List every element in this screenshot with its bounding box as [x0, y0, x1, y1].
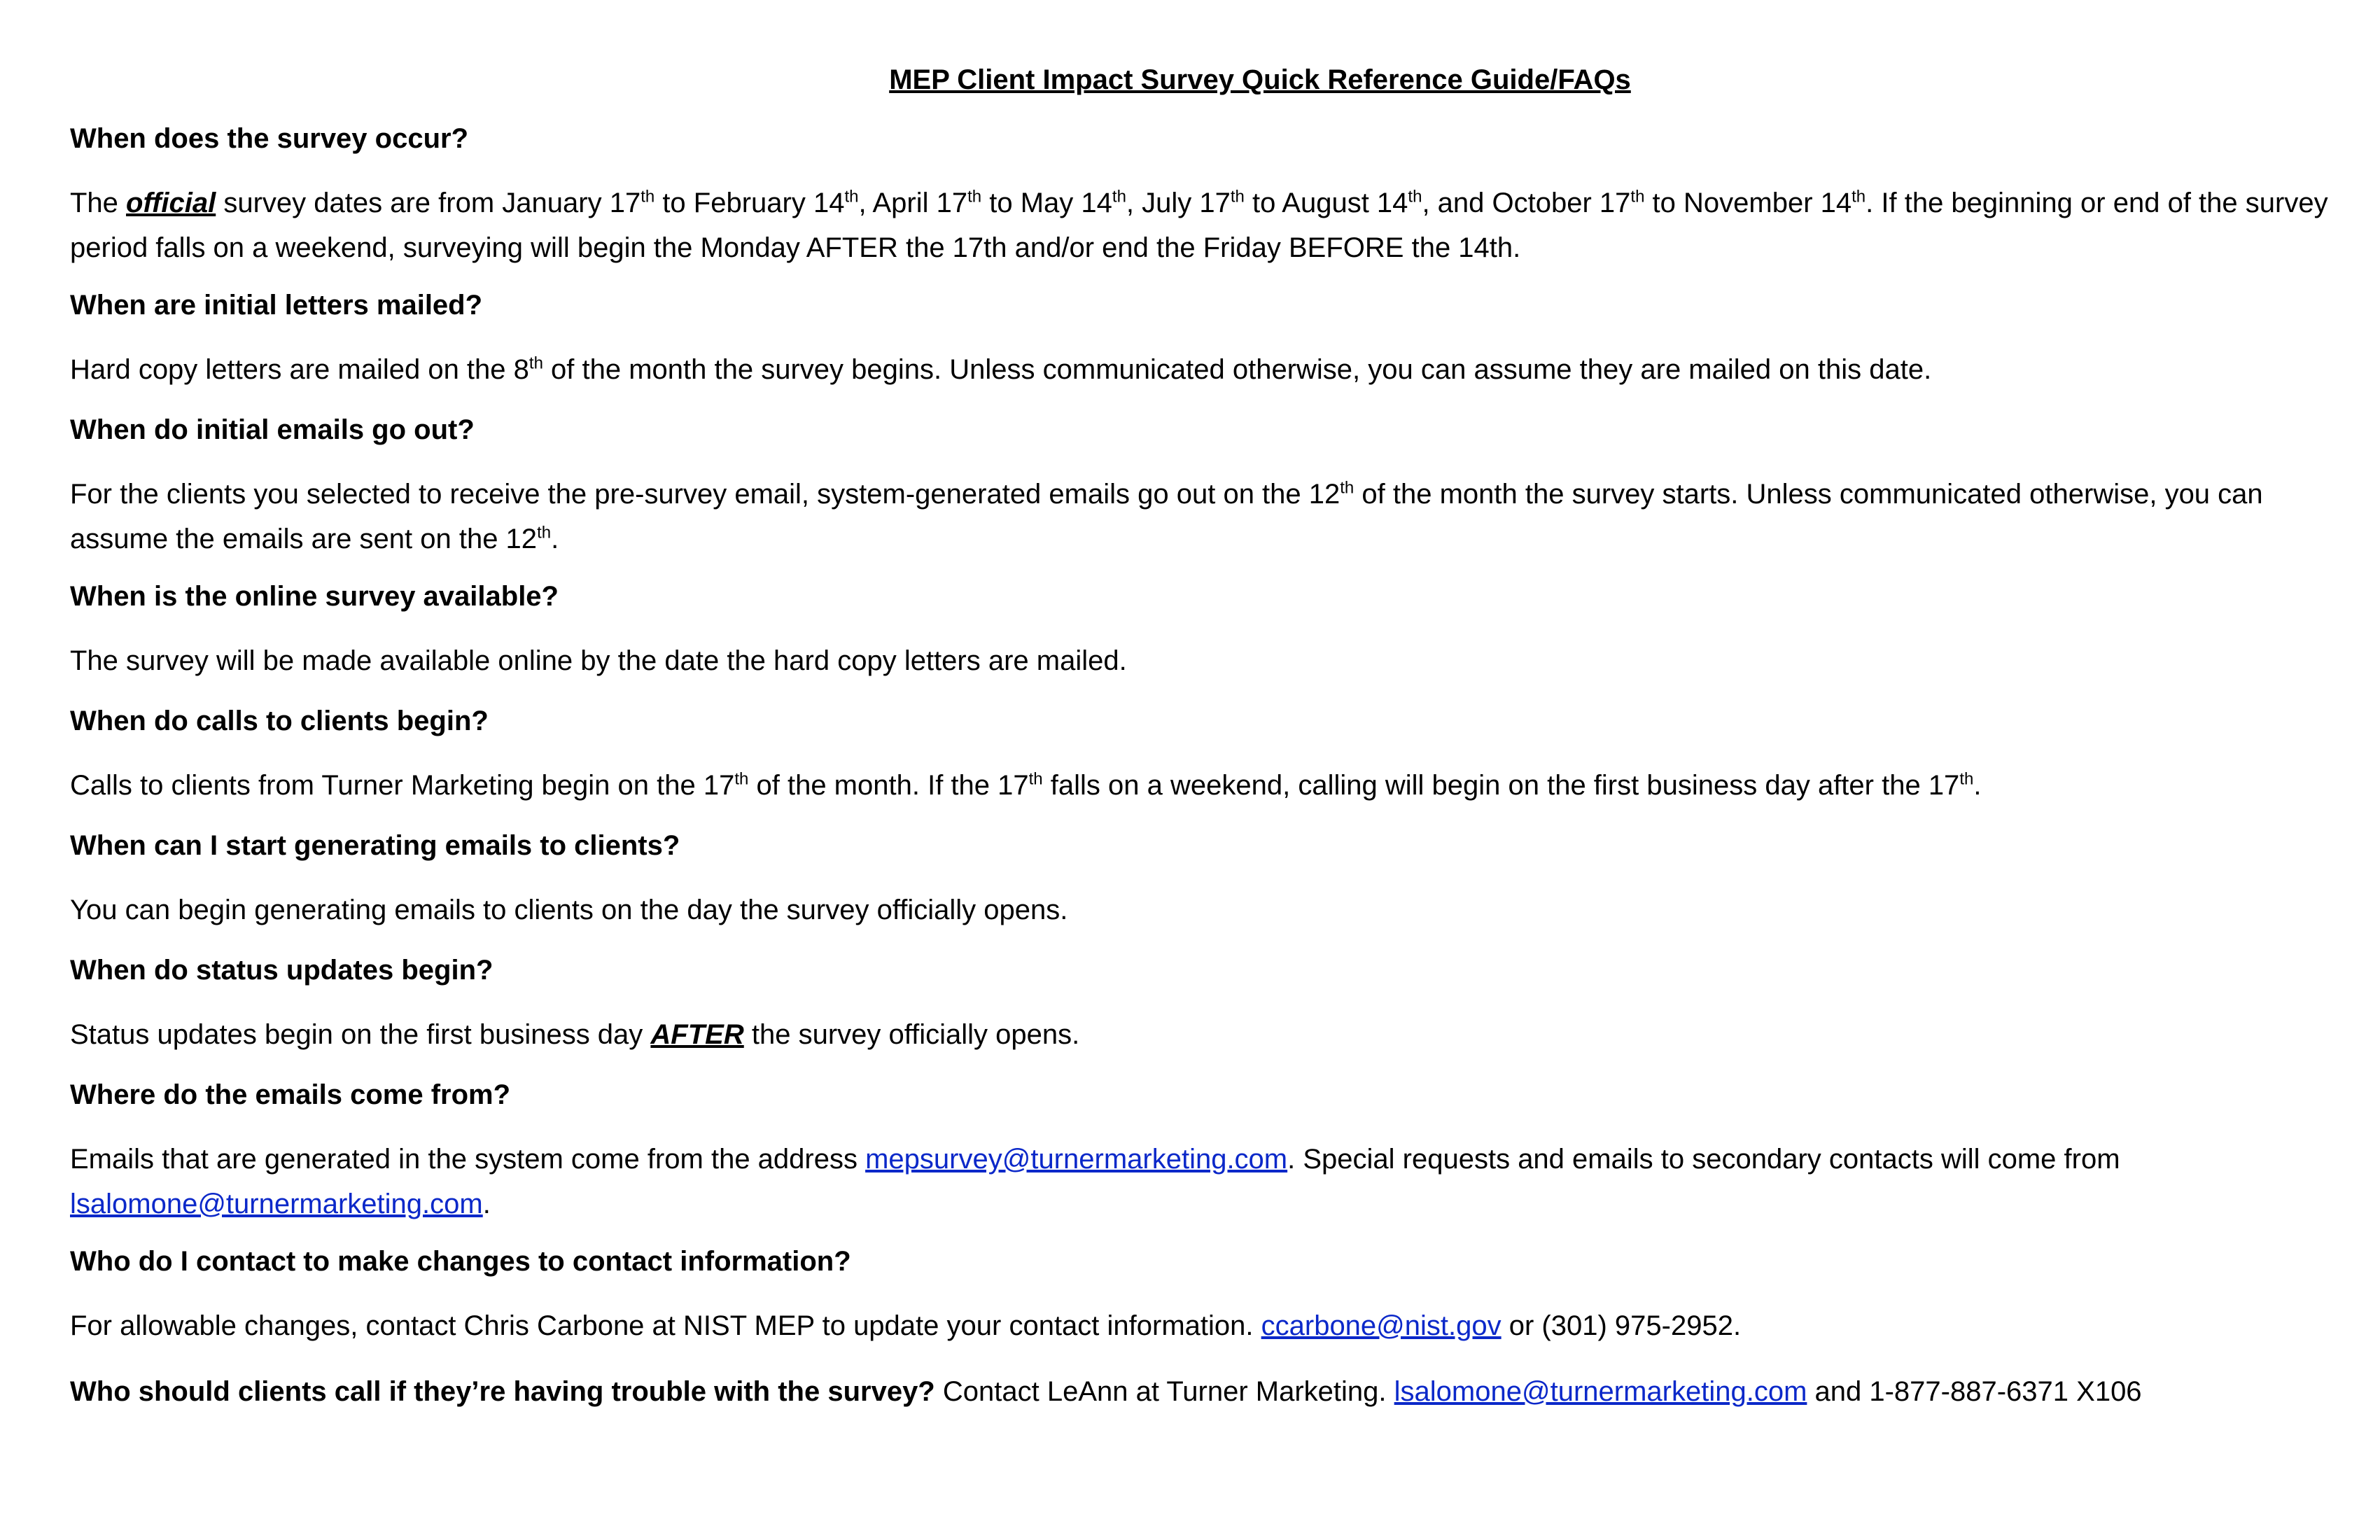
faq-question: When is the online survey available? — [70, 581, 559, 612]
faq-question: When do calls to clients begin? — [70, 706, 489, 736]
email-link-ccarbone[interactable]: ccarbone@nist.gov — [1261, 1310, 1502, 1341]
email-link-lsalomone-support[interactable]: lsalomone@turnermarketing.com — [1394, 1376, 1807, 1407]
faq-question: When are initial letters mailed? — [70, 290, 483, 321]
faq-question: Where do the emails come from? — [70, 1079, 511, 1110]
faq-answer: Calls to clients from Turner Marketing begin on the 17th of the month. If the 17th falls on a weekend, calling will begin on the first business day after the 17th. — [70, 769, 1982, 801]
faq-question: Who should clients call if they’re having trouble with the survey? — [70, 1376, 935, 1407]
document-body — [70, 63, 2338, 1435]
faq-answer: The survey will be made available online by the date the hard copy letters are mailed. — [70, 645, 1127, 676]
faq-answer: Hard copy letters are mailed on the 8th of the month the survey begins. Unless communicated otherwise, you can assume they are mailed on this date. — [70, 354, 1932, 385]
emphasis-after: AFTER — [650, 1019, 744, 1050]
email-link-mepsurvey[interactable]: mepsurvey@turnermarketing.com — [865, 1144, 1288, 1175]
faq-question: When do initial emails go out? — [70, 414, 475, 445]
faq-question: When do status updates begin? — [70, 955, 493, 986]
faq-answer: For the clients you selected to receive the pre-survey email, system-generated emails go out on the 12th of the month the survey starts. Unless communicated otherwise, you can assume the emails are sent on the 12th. — [70, 478, 2263, 554]
faq-answer: The official survey dates are from January 17th to February 14th, April 17th to May 14th, July 17th to August 14th, and October 17th to November 14th. If the beginning or end of the survey period falls on a weekend, surveying will begin the Monday AFTER the 17th and/or end the Friday BEFORE the 14th. — [70, 187, 2328, 263]
faq-answer: You can begin generating emails to clients on the day the survey officially opens. — [70, 895, 1068, 925]
faq-answer: Status updates begin on the first business day AFTER the survey officially opens. — [70, 1019, 1080, 1050]
page-title: MEP Client Impact Survey Quick Reference Guide/FAQs — [889, 64, 1631, 95]
faq-question: When does the survey occur? — [70, 123, 469, 154]
faq-answer: For allowable changes, contact Chris Carbone at NIST MEP to update your contact information. ccarbone@nist.gov or (301) 975-2952. — [70, 1310, 1742, 1341]
faq-answer: Emails that are generated in the system come from the address mepsurvey@turnermarketing.com. Special requests and emails to secondary contacts will come from lsalomone@turnermarketing.com. — [70, 1144, 2120, 1219]
emphasis-official: official — [126, 188, 216, 218]
faq-answer-inline: Who should clients call if they’re having trouble with the survey? Contact LeAnn at Turner Marketing. lsalomone@turnermarketing.com and 1-877-887-6371 X106 — [70, 1376, 2142, 1407]
email-link-lsalomone[interactable]: lsalomone@turnermarketing.com — [70, 1189, 483, 1219]
faq-question: When can I start generating emails to clients? — [70, 830, 680, 861]
faq-question: Who do I contact to make changes to contact information? — [70, 1246, 851, 1277]
